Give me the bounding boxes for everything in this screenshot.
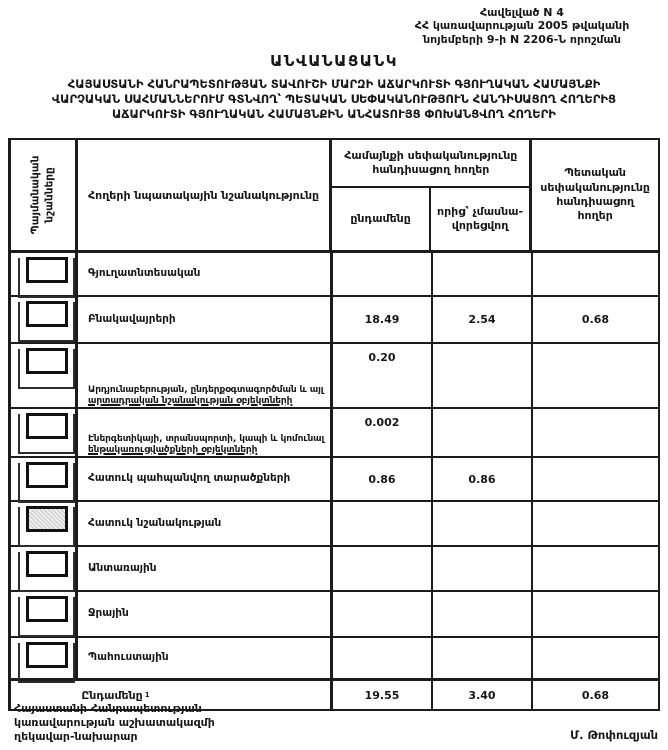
value-of-which (433, 547, 533, 590)
signatory-title (14, 702, 215, 743)
table-row-forest (11, 545, 658, 590)
value-total: 0.86 (333, 458, 433, 500)
footer-total: 19.55 (333, 681, 433, 709)
header-total: ընդամենը (332, 188, 431, 250)
subtitle-line-1: ՀԱՅԱՍՏԱՆԻ ՀԱՆՐԱՊԵՏՈՒԹՅԱՆ ՏԱՎՈՒՇԻ ՄԱՐԶԻ ԱՃԱՐԿՈՒՏԻ ԳՅՈՒՂԱԿԱՆ ՀԱՄԱՅՆՔԻ (67, 77, 601, 92)
row-label: Ջրային (78, 592, 333, 636)
page-title: ԱՆՎԱՆԱՑԱՆԿ (270, 52, 398, 71)
value-state (533, 253, 658, 295)
value-state: 0.68 (581, 313, 610, 326)
legend-box-icon (18, 302, 75, 342)
header-state-lands: Պետական սեփականությունը հանդիսացող հողեր (540, 166, 650, 223)
table-row-protected-areas (11, 456, 658, 500)
footer-label: Ընդամենը 1 (11, 681, 333, 709)
legend-box-hatched-icon (18, 507, 75, 547)
value-of-which (433, 409, 533, 456)
value-of-which (433, 638, 533, 678)
legend-box-icon (18, 552, 75, 592)
value-state (533, 502, 658, 545)
header-symbols (11, 140, 78, 250)
appendix-line-1: Հավելված N 4 (480, 6, 564, 19)
row-label: Արդյունաբերության, ընդերքօգտագործման և այլ արտադրական նշանակության օբյեկտների (78, 344, 333, 407)
value-state (533, 344, 658, 407)
signatory-name: Մ. Թոփուզյան (570, 728, 658, 743)
legend-cell (11, 502, 78, 545)
legend-cell (11, 547, 78, 590)
document-subtitle (0, 77, 668, 122)
value-total: 0.002 (333, 409, 433, 456)
value-of-which (433, 592, 533, 636)
footer-state: 0.68 (581, 688, 610, 702)
value-of-which (433, 344, 533, 407)
header-community-subcolumns (332, 188, 529, 250)
row-label: Հատուկ պահպանվող տարածքների (78, 458, 333, 500)
value-total: 0.20 (333, 344, 433, 407)
value-state (533, 638, 658, 678)
row-label: Հատուկ նշանակության (78, 502, 333, 545)
value-total (333, 638, 433, 678)
legend-cell (11, 297, 78, 342)
signatory-title-line-2: կառավարության աշխատակազմի (14, 715, 215, 729)
signature-block (14, 702, 658, 743)
legend-box-icon (18, 414, 75, 454)
value-of-which: 0.86 (433, 458, 533, 500)
appendix-reference (386, 6, 658, 46)
table-header (11, 140, 658, 250)
value-total (333, 592, 433, 636)
header-symbols-label: Պայմանական նշանները (29, 155, 55, 235)
value-state (533, 547, 658, 590)
table-row-energy-transport (11, 407, 658, 456)
footnote-mark: 1 (144, 691, 150, 699)
value-total (333, 547, 433, 590)
legend-cell (11, 253, 78, 295)
land-categories-table (8, 138, 660, 711)
appendix-line-3: նոյեմբերի 9-ի N 2206-Ն որոշման (423, 32, 621, 46)
footer-of-which: 3.40 (433, 681, 533, 709)
header-community-group-label: Համայնքի սեփականությունը հանդիսացող հողեր (332, 140, 529, 188)
value-state (533, 409, 658, 456)
legend-cell (11, 592, 78, 636)
subtitle-line-2: ՎԱՐՉԱԿԱՆ ՍԱՀՄԱՆՆԵՐՈՒՄ ԳՏՆՎՈՂ՝ ՊԵՏԱԿԱՆ ՍԵՓԱԿԱՆՈՒԹՅՈՒՆ ՀԱՆԴԻՍԱՑՈՂ ՀՈՂԵՐԻՑ (51, 92, 617, 107)
row-label: Անտառային (78, 547, 333, 590)
header-community-group (332, 140, 532, 250)
legend-cell (11, 638, 78, 678)
header-land-purpose: Հողերի նպատակային նշանակությունը (78, 140, 332, 250)
value-state (533, 458, 658, 500)
value-total: 18.49 (333, 297, 433, 342)
value-of-which (433, 253, 533, 295)
row-label: Էներգետիկայի, տրանսպորտի, կապի և կոմունալ ենթակառուցվածքների օբյեկտների (78, 409, 333, 456)
value-total (333, 502, 433, 545)
table-row-water (11, 590, 658, 636)
value-of-which (433, 502, 533, 545)
legend-cell (11, 344, 78, 407)
legend-box-icon (18, 258, 75, 298)
table-row-reserve (11, 636, 658, 678)
signatory-title-line-3: ղեկավար-նախարար (14, 729, 138, 743)
row-label: Գյուղատնտեսական (78, 253, 333, 295)
value-of-which: 2.54 (433, 297, 533, 342)
subtitle-line-3: ԱՃԱՐԿՈՒՏԻ ԳՅՈՒՂԱԿԱՆ ՀԱՄԱՅՆՔԻՆ ԱՆՀԱՏՈՒՅՑ ՓՈԽԱՆՑՎՈՂ ՀՈՂԵՐԻ (112, 107, 556, 122)
legend-box-icon (18, 643, 75, 683)
value-state (533, 592, 658, 636)
legend-box-icon (18, 463, 75, 503)
signatory-title-line-1: Հայաստանի Հանրապետության (14, 702, 202, 715)
table-row-residential (11, 295, 658, 342)
legend-box-icon (18, 349, 75, 389)
value-total (333, 253, 433, 295)
legend-cell (11, 409, 78, 456)
legend-box-icon (18, 597, 75, 637)
header-of-which: որից՝ չմասնա-վորեցվող (437, 204, 524, 232)
appendix-line-2: ՀՀ կառավարության 2005 թվականի (414, 19, 630, 33)
row-label: Պահուստային (78, 638, 333, 678)
table-row-industrial (11, 342, 658, 407)
table-row-agricultural (11, 250, 658, 295)
legend-cell (11, 458, 78, 500)
row-label: Բնակավայրերի (78, 297, 333, 342)
table-row-special-purpose (11, 500, 658, 545)
